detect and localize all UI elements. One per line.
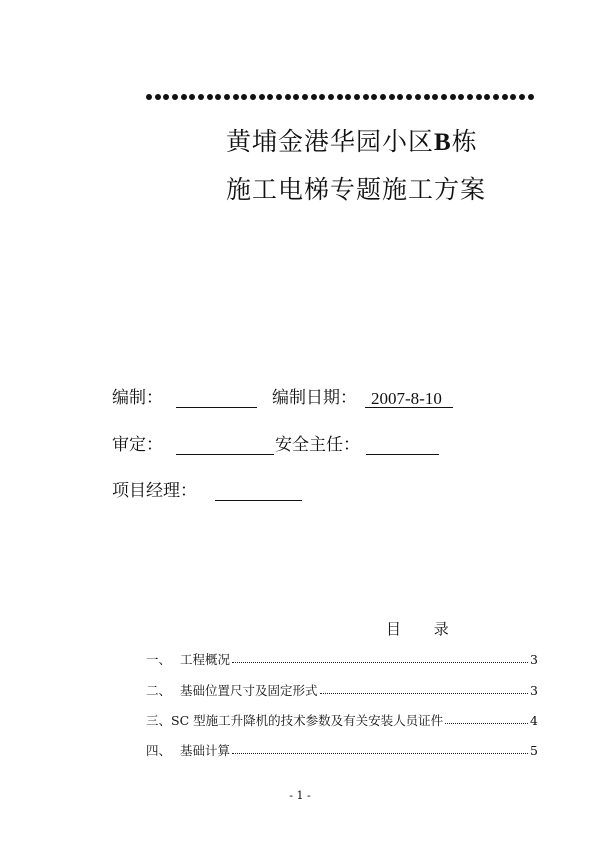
decorative-dot [389,94,395,100]
toc-entry-number: 三、 [146,712,172,728]
decorative-dot [345,94,351,100]
safety-officer-label: 安全主任： [275,435,360,455]
toc-entry-page: 3 [530,682,538,698]
toc-entry-text: 工程概况 [180,651,231,667]
decorative-dot [146,94,152,100]
toc-entry-number: 一、 [146,651,172,667]
toc-entry[interactable] [146,650,538,666]
decorative-dot [406,94,412,100]
toc-entry[interactable] [146,681,538,697]
title-prefix: 黄埔金港华园小区 [226,127,435,156]
toc-entry[interactable] [146,711,538,727]
decorative-dot [328,94,334,100]
decorative-dot [528,94,534,100]
decorative-dot [155,94,161,100]
toc-entry-text: 基础计算 [180,742,231,758]
compile-date-label: 编制日期： [272,388,357,408]
decorative-dot [181,94,187,100]
decorative-dot [432,94,438,100]
decorative-dot [371,94,377,100]
document-title-line2: 施工电梯专题施工方案 [226,175,487,204]
decorative-dot [380,94,386,100]
decorative-dot [302,94,308,100]
decorative-dot [510,94,516,100]
decorative-dot [276,94,282,100]
decorative-dot [198,94,204,100]
decorative-dot [267,94,273,100]
decorative-dot [163,94,169,100]
decorative-dot [189,94,195,100]
title-suffix: 栋 [451,127,478,156]
decorative-dot [397,94,403,100]
decorative-dot [224,94,230,100]
toc-leader-dots [445,723,528,724]
decorative-dot [293,94,299,100]
decorative-dot [241,94,247,100]
decorative-dot [337,94,343,100]
decorative-dot [467,94,473,100]
decorative-dot [493,94,499,100]
toc-entry-page: 4 [530,712,538,728]
toc-entry-number: 二、 [146,682,172,698]
decorative-dot [415,94,421,100]
toc-entry[interactable] [146,741,538,757]
decorative-dot [311,94,317,100]
decorative-dot [484,94,490,100]
decorative-dot [458,94,464,100]
toc-leader-dots [320,693,529,694]
document-title-line1 [226,129,478,155]
toc-leader-dots [232,753,528,754]
decorative-dot [441,94,447,100]
project-manager-label: 项目经理： [112,481,197,501]
compile-date-value: 2007-8-10 [371,389,442,408]
decorative-dot [363,94,369,100]
decorative-dot [215,94,221,100]
decorative-dot [259,94,265,100]
toc-entry-text: SC 型施工升降机的技术参数及有关安装人员证件 [171,712,444,728]
project-manager-blank [215,500,302,501]
toc-entry-text: 基础位置尺寸及固定形式 [180,682,318,698]
safety-officer-blank [366,454,439,455]
decorative-dot [233,94,239,100]
decorative-dot [450,94,456,100]
toc-title: 目 录 [386,620,463,638]
toc-entry-page: 5 [530,742,538,758]
decorative-dot [319,94,325,100]
decorative-dot-line [146,92,534,102]
decorative-dot [476,94,482,100]
toc-entry-page: 3 [530,651,538,667]
decorative-dot [424,94,430,100]
page-number: - 1 - [289,789,311,802]
compiler-label: 编制： [112,388,163,408]
decorative-dot [354,94,360,100]
title-building-letter: B [434,129,452,156]
reviewer-blank [176,454,274,455]
decorative-dot [250,94,256,100]
compiler-blank [176,407,257,408]
toc-entry-number: 四、 [146,742,172,758]
decorative-dot [519,94,525,100]
decorative-dot [172,94,178,100]
decorative-dot [502,94,508,100]
reviewer-label: 审定： [112,435,163,455]
decorative-dot [285,94,291,100]
decorative-dot [207,94,213,100]
toc-leader-dots [232,662,528,663]
